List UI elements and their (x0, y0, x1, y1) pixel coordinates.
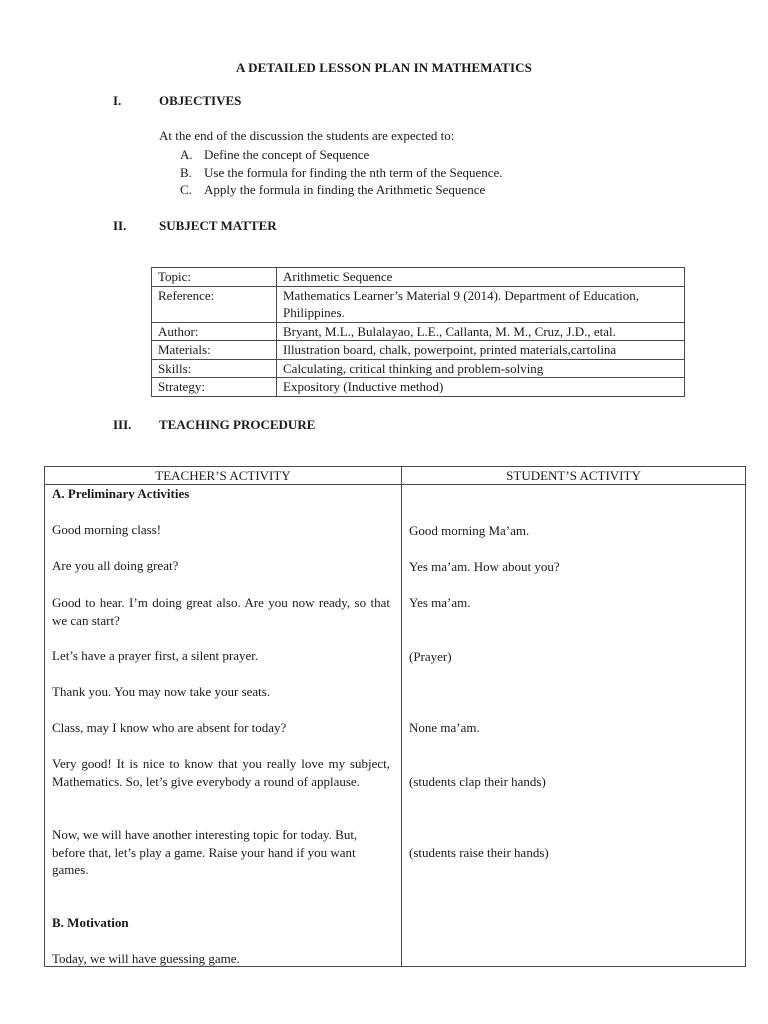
teacher-line: Very good! It is nice to know that you really love my subject, Mathematics. So, let’s give everybody a round of applause. (52, 756, 390, 789)
section-number-objectives: I. (113, 93, 122, 108)
subject-value: Bryant, M.L., Bulalayao, L.E., Callanta, M. M., Cruz, J.D., etal. (277, 322, 685, 341)
objective-letter: B. (180, 164, 192, 180)
table-row (152, 359, 685, 378)
section-title-objectives: OBJECTIVES (159, 93, 242, 108)
section-title-subject-matter: SUBJECT MATTER (159, 218, 277, 233)
table-row (152, 322, 685, 341)
student-line: Good morning Ma’am. (409, 523, 530, 538)
subject-key: Skills: (152, 359, 277, 378)
subject-key: Topic: (152, 268, 277, 287)
table-row (45, 485, 746, 967)
subject-value: Calculating, critical thinking and problem-solving (277, 359, 685, 378)
subject-value: Illustration board, chalk, powerpoint, printed materials,cartolina (277, 341, 685, 360)
teacher-line: Let’s have a prayer first, a silent prayer. (52, 648, 259, 663)
student-line: Yes ma’am. (409, 595, 471, 610)
objective-item (180, 164, 503, 182)
objective-item (180, 146, 369, 164)
objective-item (180, 181, 485, 199)
student-activity-cell (402, 485, 746, 967)
student-line: Yes ma’am. How about you? (409, 559, 560, 574)
subject-key: Reference: (152, 286, 277, 322)
subject-value: Mathematics Learner’s Material 9 (2014). Department of Education, Philippines. (277, 286, 685, 322)
subject-value: Expository (Inductive method) (277, 378, 685, 397)
objective-text: Use the formula for finding the nth term of the Sequence. (204, 164, 503, 180)
table-header-row (45, 467, 746, 485)
student-line: (students clap their hands) (409, 774, 546, 789)
subject-key: Strategy: (152, 378, 277, 397)
teacher-line: Today, we will have guessing game. (52, 951, 240, 966)
teacher-line: Are you all doing great? (52, 558, 179, 573)
section-number-teaching-procedure: III. (113, 417, 132, 432)
preliminary-activities-heading: A. Preliminary Activities (52, 486, 190, 501)
objective-letter: A. (180, 147, 193, 162)
table-row (152, 268, 685, 287)
objective-letter: C. (180, 182, 192, 197)
table-row (152, 378, 685, 397)
teacher-line: Now, we will have another interesting topic for today. But, before that, let’s play a game. Raise your hand if you want games. (52, 827, 358, 877)
objective-text: Apply the formula in finding the Arithmetic Sequence (204, 182, 486, 197)
subject-key: Author: (152, 322, 277, 341)
objective-text: Define the concept of Sequence (204, 147, 370, 162)
motivation-heading: B. Motivation (52, 915, 129, 930)
section-number-subject-matter: II. (113, 218, 127, 233)
teacher-line: Good to hear. I’m doing great also. Are you now ready, so that we can start? (52, 595, 390, 628)
objectives-intro: At the end of the discussion the students are expected to: (159, 128, 455, 143)
teacher-activity-cell (45, 485, 402, 967)
teacher-line: Good morning class! (52, 522, 162, 537)
table-row (152, 341, 685, 360)
student-line: None ma’am. (409, 720, 480, 735)
subject-key: Materials: (152, 341, 277, 360)
table-row (152, 286, 685, 322)
student-line: (students raise their hands) (409, 845, 549, 860)
teacher-line: Thank you. You may now take your seats. (52, 684, 271, 699)
subject-matter-table (151, 267, 685, 397)
teacher-activity-header: TEACHER’S ACTIVITY (45, 467, 402, 485)
student-line: (Prayer) (409, 649, 452, 664)
section-title-teaching-procedure: TEACHING PROCEDURE (159, 417, 316, 432)
subject-value: Arithmetic Sequence (277, 268, 685, 287)
teacher-line: Class, may I know who are absent for today? (52, 720, 287, 735)
student-activity-header: STUDENT’S ACTIVITY (402, 467, 746, 485)
document-title: A DETAILED LESSON PLAN IN MATHEMATICS (236, 60, 532, 75)
teaching-procedure-table (44, 466, 746, 967)
